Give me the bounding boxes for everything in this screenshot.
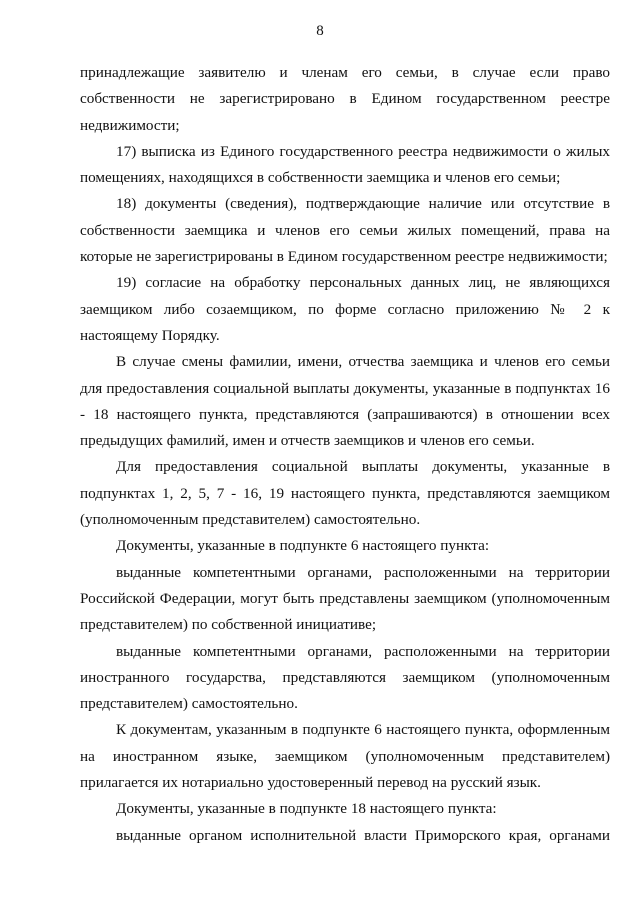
paragraph-self-submitted: Для предоставления социальной выплаты документы, указанные в подпунктах 1, 2, 5, 7 - 16, 19 настоящего пункта, представляются заемщиком (уполномоченным представителем) самостоятельно. — [80, 458, 610, 529]
paragraph-subitem-6-intro: Документы, указанные в подпункте 6 настоящего пункта: — [116, 537, 490, 555]
paragraph-item-19: 19) согласие на обработку персональных данных лиц, не являющихся заемщиком либо созаемщиком, по форме согласно приложению № 2 к настоящему Порядку. — [80, 274, 610, 344]
paragraph-subitem-18-intro: Документы, указанные в подпункте 18 настоящего пункта: — [116, 800, 497, 818]
paragraph-continuation: принадлежащие заявителю и членам его семьи, в случае если право собственности не зарегистрировано в Едином государственном реестре недвижимости; — [80, 64, 610, 134]
page-number: 8 — [316, 23, 324, 39]
document-body — [80, 60, 610, 849]
paragraph-item-17: 17) выписка из Единого государственного реестра недвижимости о жилых помещениях, находящихся в собственности заемщика и членов его семьи; — [80, 142, 610, 187]
paragraph-translation: К документам, указанным в подпункте 6 настоящего пункта, оформленным на иностранном языке, заемщиком (уполномоченным представителем) прилагается их нотариально удостоверенный перевод на русский язык. — [80, 721, 610, 792]
paragraph-subitem-6-foreign: выданные компетентными органами, расположенными на территории иностранного государства, представляются заемщиком (уполномоченным представителем) самостоятельно. — [80, 642, 610, 713]
paragraph-subitem-18-issued: выданные органом исполнительной власти Приморского края, органами — [116, 826, 610, 844]
paragraph-item-18: 18) документы (сведения), подтверждающие наличие или отсутствие в собственности заемщика и членов его семьи жилых помещений, права на которые не зарегистрированы в Едином государственном реестре недвижимости; — [80, 195, 610, 266]
paragraph-subitem-6-russia: выданные компетентными органами, расположенными на территории Российской Федерации, могут быть представлены заемщиком (уполномоченным представителем) по собственной инициативе; — [80, 563, 610, 634]
paragraph-name-change: В случае смены фамилии, имени, отчества заемщика и членов его семьи для предоставления социальной выплаты документы, указанные в подпунктах 16 - 18 настоящего пункта, представляются (запрашиваются) в отношении всех предыдущих фамилий, имен и отчеств заемщиков и членов его семьи. — [80, 353, 610, 450]
